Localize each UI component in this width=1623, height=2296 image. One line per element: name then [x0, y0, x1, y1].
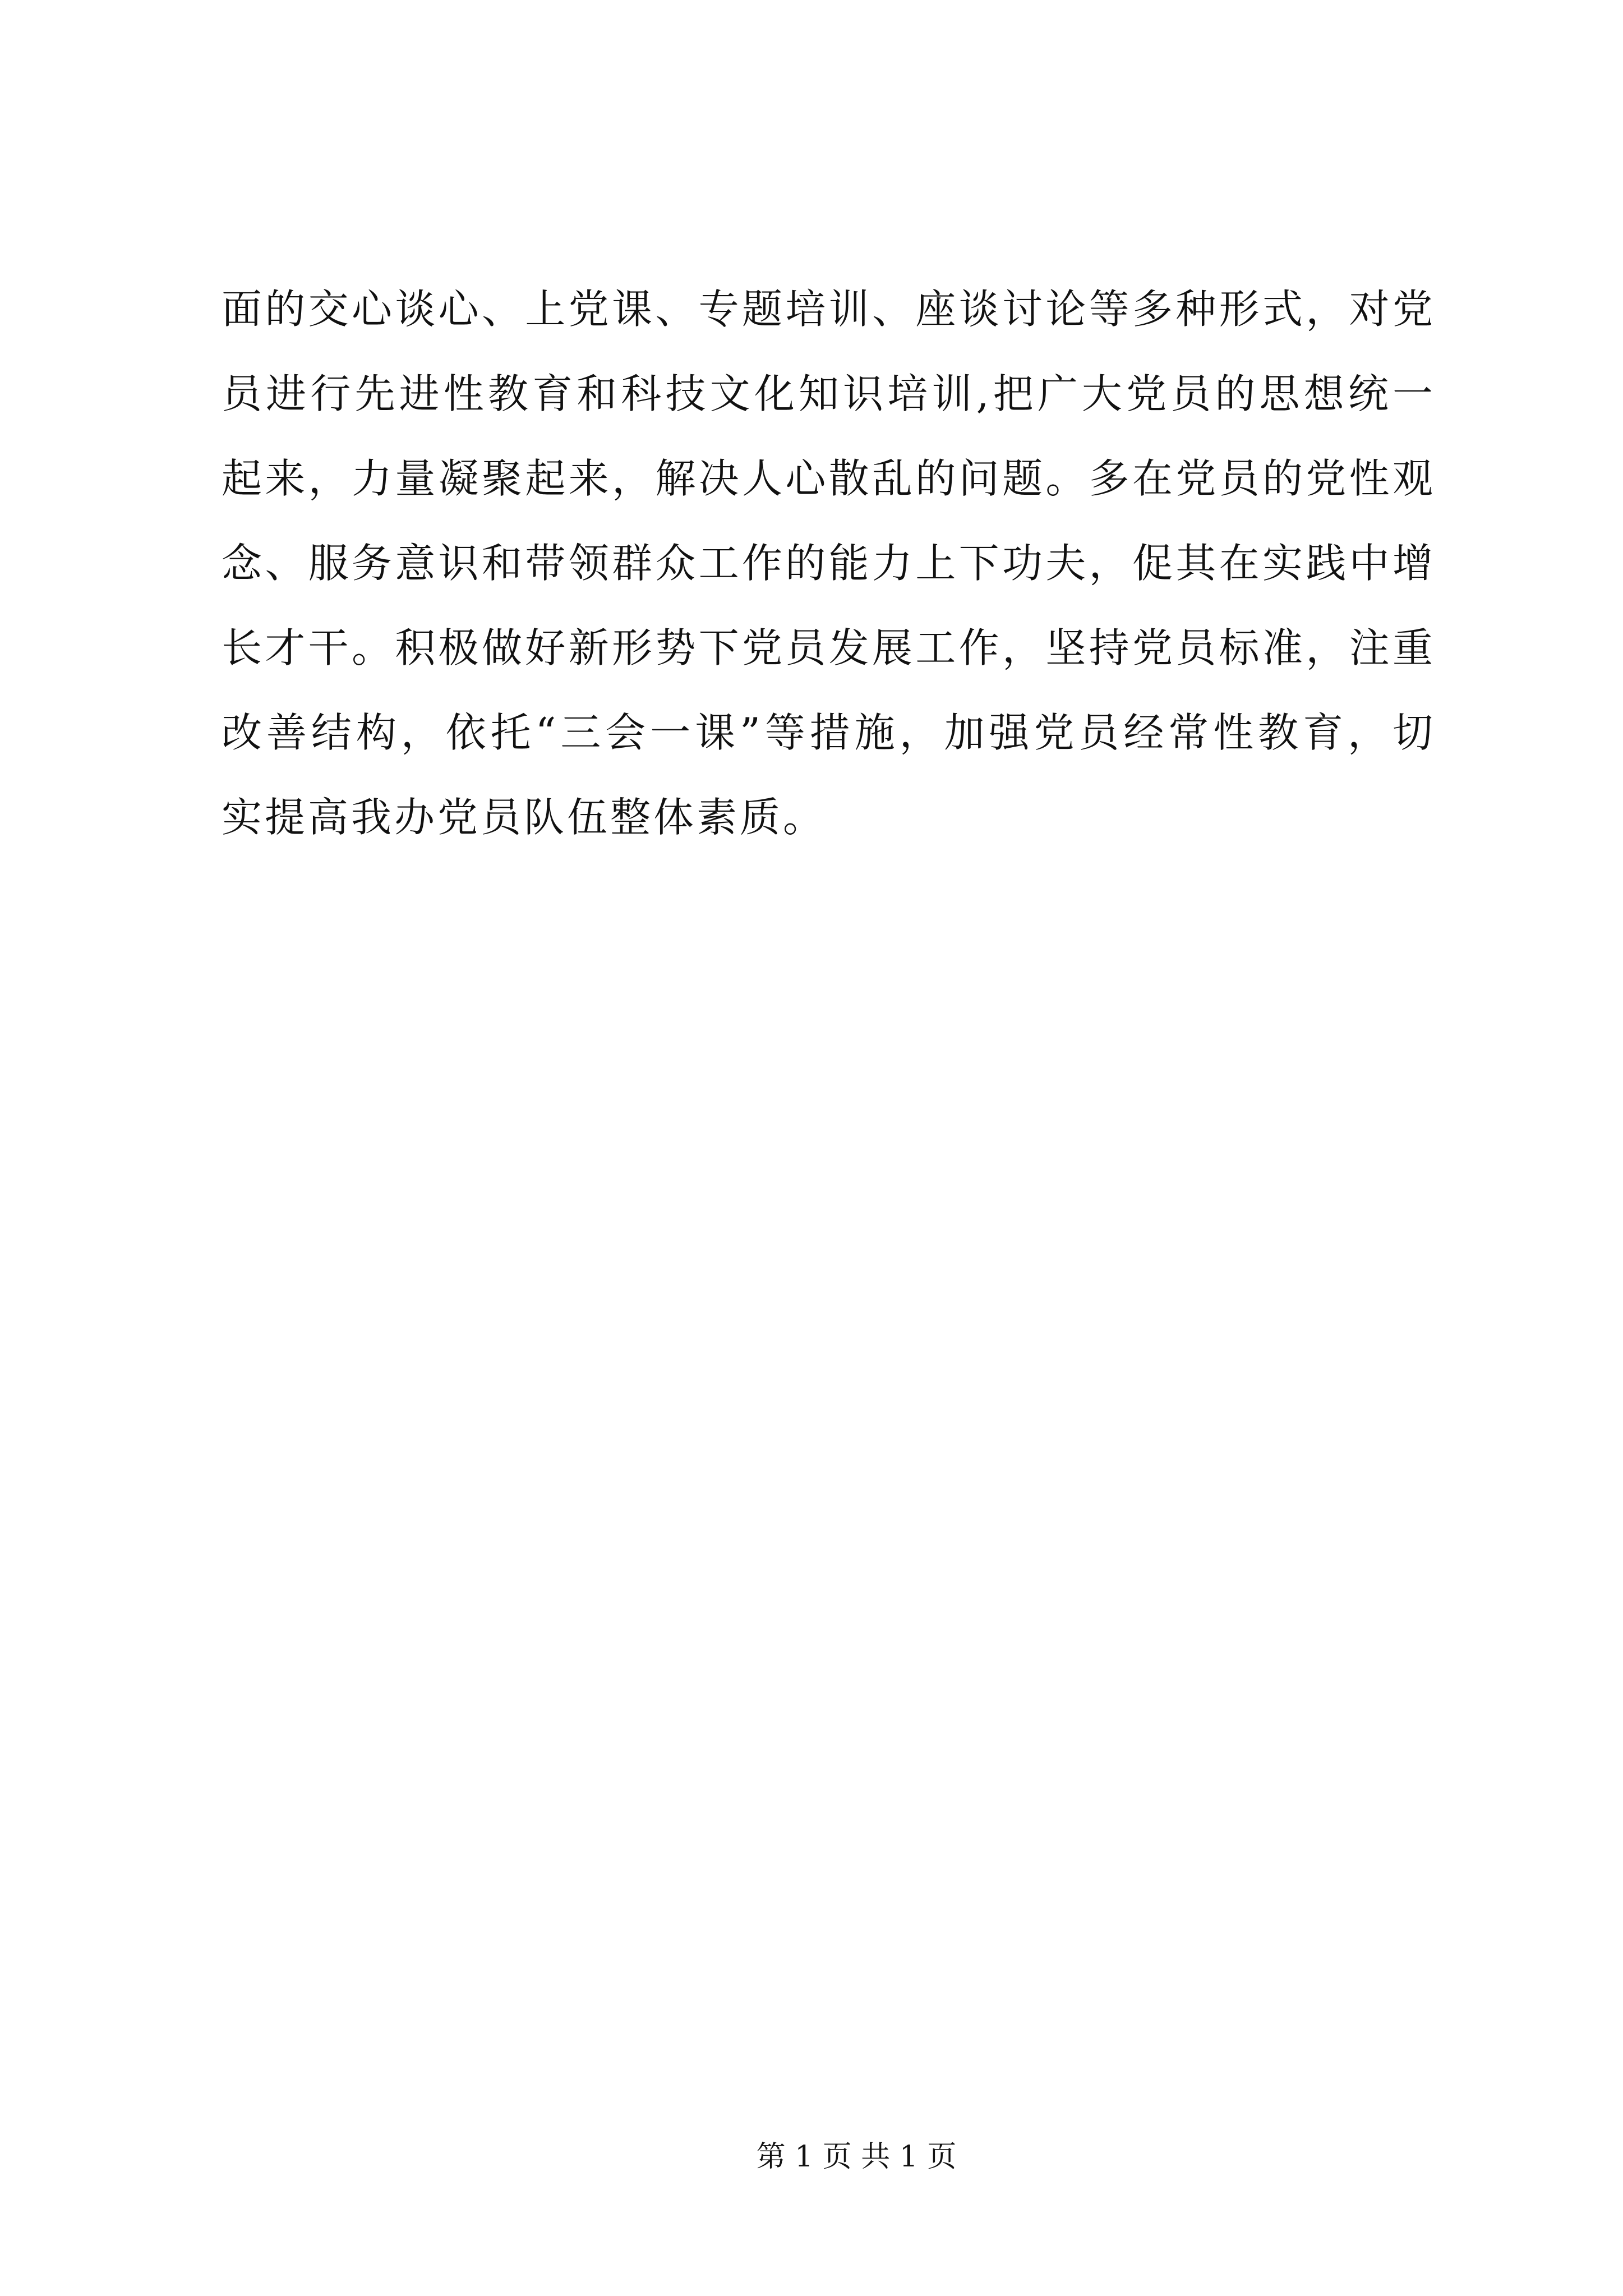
paragraph-line: 改善结构，依托“三会一课”等措施，加强党员经常性教育，切: [222, 709, 1433, 756]
page-footer: [0, 2134, 1623, 2179]
paragraph-line: 念、服务意识和带领群众工作的能力上下功夫，促其在实践中增: [222, 540, 1433, 587]
paragraph-line: 起来，力量凝聚起来，解决人心散乱的问题。多在党员的党性观: [222, 455, 1433, 502]
page-number-label: 第 1 页 共 1 页: [756, 2140, 957, 2174]
paragraph-line: 长才干。积极做好新形势下党员发展工作，坚持党员标准，注重: [222, 624, 1433, 671]
paragraph-line: 员进行先进性教育和科技文化知识培训,把广大党员的思想统一: [222, 370, 1433, 417]
paragraph-line: 面的交心谈心、上党课、专题培训、座谈讨论等多种形式，对党: [222, 286, 1433, 333]
paragraph-line: 实提高我办党员队伍整体素质。: [222, 794, 827, 841]
body-paragraph: [222, 267, 1433, 860]
